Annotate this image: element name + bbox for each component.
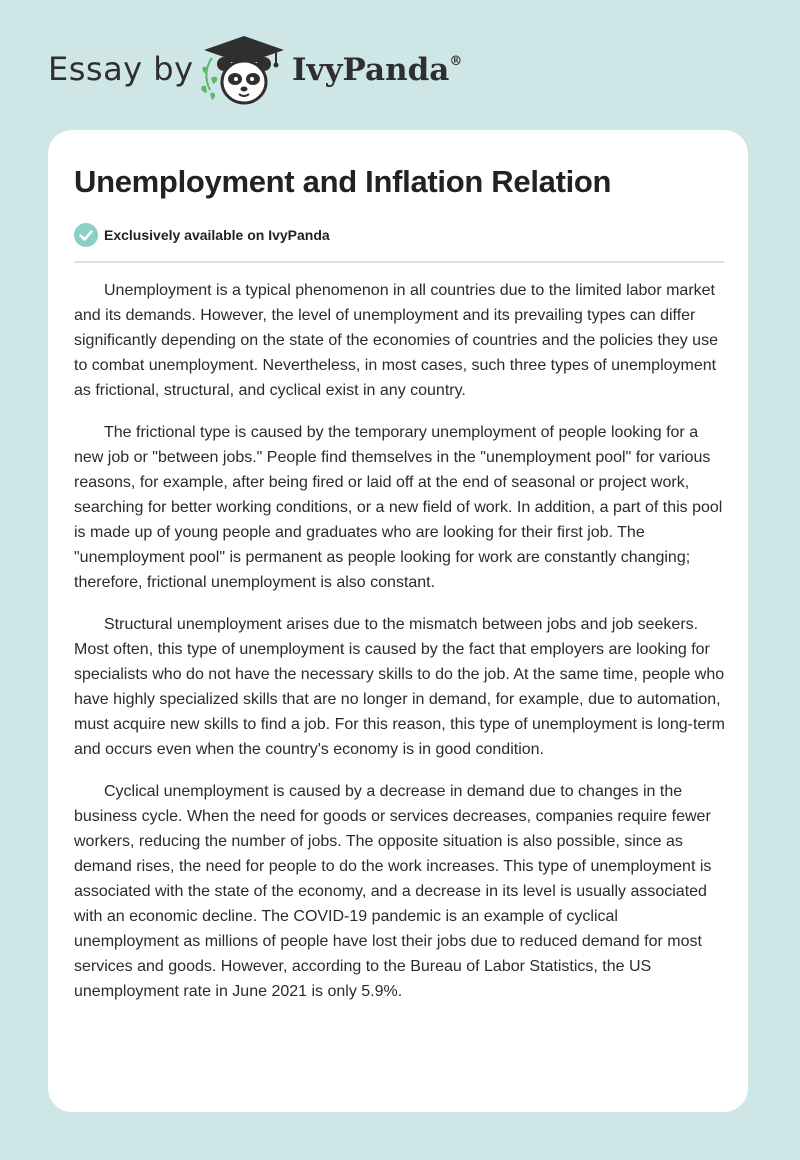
paragraph: Cyclical unemployment is caused by a decrease in demand due to changes in the business cycle. When the need for goods or services decreases, companies require fewer workers, reducing the number of jobs. The opposite situation is also possible, since as demand rises, the need for people to do the work increases. This type of unemployment is associated with the state of the economy, and a decrease in its level is usually associated with an economic decline. The COVID-19 pandemic is an example of cyclical unemployment as millions of people have lost their jobs due to reduced demand for most services and goods. However, according to the Bureau of Labor Statistics, the US unemployment rate in June 2021 is only 5.9%. (74, 783, 712, 1000)
exclusive-badge-label: Exclusively available on IvyPanda (104, 227, 330, 243)
paragraph: Unemployment is a typical phenomenon in all countries due to the limited labor market and its demands. However, the level of unemployment and its prevailing types can differ significantly depending on the state of the economies of countries and the policies they use to combat unemployment. Nevertheless, in most cases, such three types of unemployment as frictional, structural, and cyclical exist in any country. (74, 282, 718, 399)
exclusive-badge (74, 222, 330, 248)
essay-card (48, 130, 748, 1112)
ivy-leaves-icon (201, 58, 217, 100)
check-circle-icon (74, 223, 98, 247)
brand-name[interactable]: IvyPanda® (292, 52, 463, 88)
essay-by-label: Essay by (48, 50, 194, 88)
page-title: Unemployment and Inflation Relation (74, 164, 612, 199)
registered-mark: ® (449, 53, 463, 69)
panda-graduate-icon (196, 34, 292, 108)
paragraph: The frictional type is caused by the temporary unemployment of people looking for a new job or "between jobs." People find themselves in the "unemployment pool" for various reasons, for example, after being fired or laid off at the end of seasonal or project work, searching for better working conditions, or a new field of work. In addition, a part of this pool is made up of young people and graduates who are looking for their first job. The "unemployment pool" is permanent as people looking for work are constantly changing; therefore, frictional unemployment is also constant. (74, 424, 723, 591)
site-header (0, 0, 800, 130)
essay-body (74, 278, 726, 1021)
divider (74, 261, 724, 263)
paragraph: Structural unemployment arises due to the mismatch between jobs and job seekers. Most often, this type of unemployment is caused by the fact that employers are looking for specialists who do not have the necessary skills to do the job. At the same time, people who have highly specialized skills that are no longer in demand, for example, due to automation, must acquire new skills to find a job. For this reason, this type of unemployment is long-term and occurs even when the country's economy is in good condition. (74, 616, 725, 758)
